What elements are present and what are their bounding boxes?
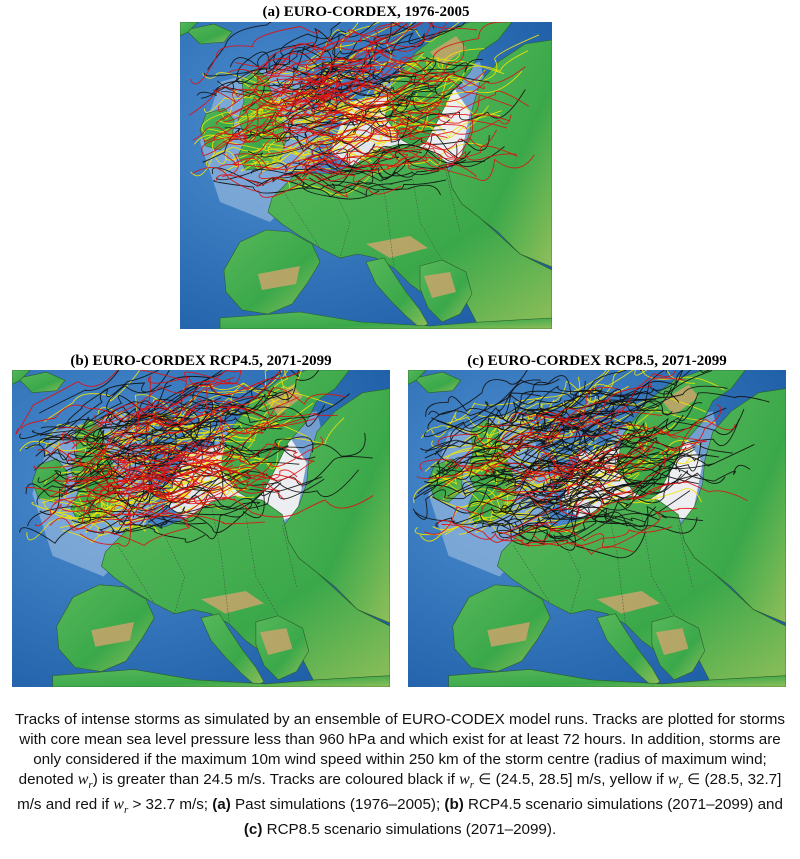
- map-panel-c: [408, 370, 786, 687]
- map-panel-b: [12, 370, 390, 687]
- caption-text-2: ) is greater than 24.5 m/s. Tracks are coloured black if: [92, 771, 460, 788]
- caption-text-a: Past simulations (1976–2005);: [230, 796, 445, 814]
- caption-label-c: (c): [243, 821, 263, 839]
- figure-caption: [8, 710, 792, 840]
- storm-track-map-a: [180, 22, 552, 329]
- caption-yellow-range: ∈ (28.5, 32.7] m/s and red if: [17, 771, 782, 814]
- wr-symbol: $w_r$: [113, 796, 129, 817]
- caption-red-range: > 32.7 m/s;: [128, 796, 213, 814]
- panel-b-title: (b) EURO-CORDEX RCP4.5, 2071-2099: [70, 353, 332, 369]
- storm-track-map-b: [12, 370, 390, 687]
- caption-text-c: RCP8.5 scenario simulations (2071–2099).: [262, 821, 557, 839]
- panel-c-title: (c) EURO-CORDEX RCP8.5, 2071-2099: [467, 353, 727, 369]
- map-panel-a: [180, 22, 552, 329]
- storm-track-map-c: [408, 370, 786, 687]
- panel-a-title: (a) EURO-CORDEX, 1976-2005: [262, 4, 470, 20]
- wr-symbol: $w_r$: [667, 771, 683, 792]
- caption-label-b: (b): [444, 796, 464, 814]
- caption-black-range: ∈ (24.5, 28.5] m/s, yellow if: [474, 771, 668, 788]
- caption-text-1: Tracks of intense storms as simulated by an ensemble of EURO-CODEX model runs. Tracks are plotted for storms with core mean sea level pressure less than 960 hPa and which exist for at least 72 hours. In addition, storms are only considered if the maximum 10m wind speed within 250 km of the storm centre (radius of maximum wind; denoted: [14, 711, 786, 788]
- wr-symbol: $w_r$: [459, 771, 475, 792]
- caption-label-a: (a): [212, 796, 231, 814]
- wr-symbol: $w_r$: [77, 771, 93, 792]
- caption-text-b: RCP4.5 scenario simulations (2071–2099) and: [463, 796, 783, 814]
